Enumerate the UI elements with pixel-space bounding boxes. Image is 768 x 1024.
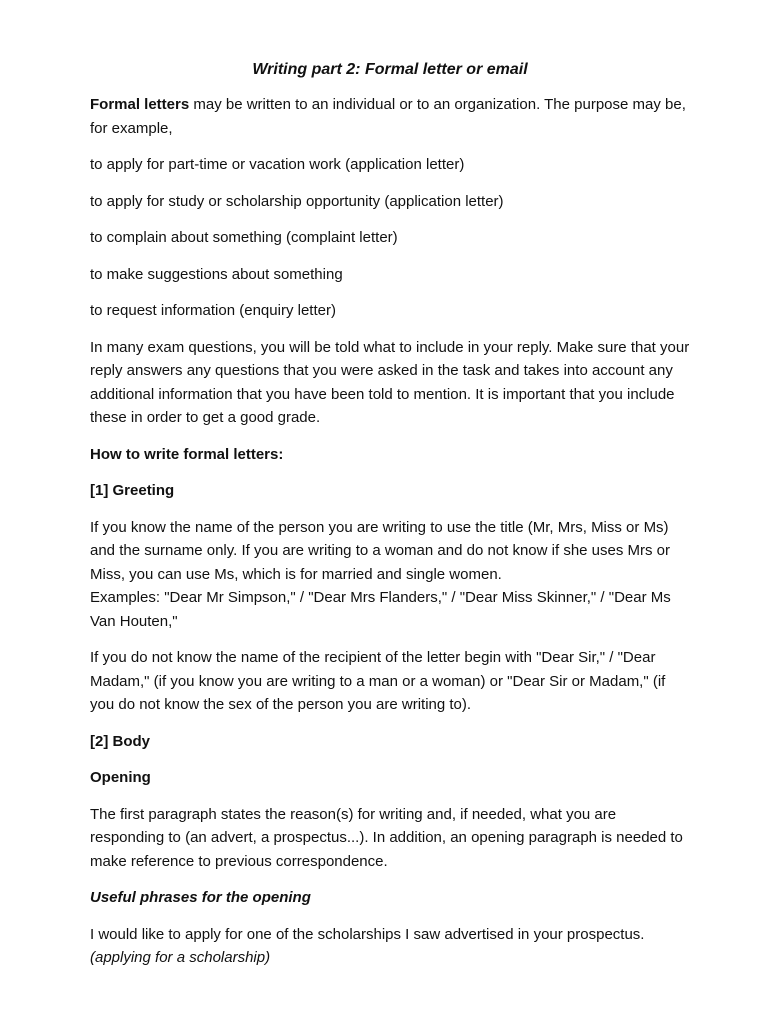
document-page — [90, 58, 690, 983]
greeting-heading: [1] Greeting — [90, 482, 175, 499]
purpose-item: to complain about something (complaint letter) — [90, 229, 398, 246]
opening-paragraph: The first paragraph states the reason(s) for writing and, if needed, what you are responding to (an advert, a prospectus...). In addition, an opening paragraph is needed to make reference to previous correspondence. — [90, 805, 683, 870]
opening-heading: Opening — [90, 769, 151, 786]
how-to-heading: How to write formal letters: — [90, 445, 284, 463]
greeting-unknown-paragraph: If you do not know the name of the recipient of the letter begin with "Dear Sir," / "Dear Madam," (if you know you are writing to a man or a woman) or "Dear Sir or Madam," (if you do not know the sex of the person you are writing to). — [90, 649, 666, 713]
body-heading: [2] Body — [90, 732, 150, 750]
greeting-paragraph: If you know the name of the person you are writing to use the title (Mr, Mrs, Miss or Ms) and the surname only. If you are writing to a woman and do not know if she uses Mrs or Miss, you can use Ms, which is for married and single women. — [90, 518, 671, 583]
purpose-item: to make suggestions about something — [90, 265, 343, 283]
example-phrase-note: (applying for a scholarship) — [90, 949, 271, 966]
purpose-item: to apply for study or scholarship opportunity (application letter) — [90, 192, 504, 210]
page-title: Writing part 2: Formal letter or email — [252, 61, 528, 78]
example-phrase-text: I would like to apply for one of the scholarships I saw advertised in your prospectus. — [90, 925, 645, 943]
purpose-item: to apply for part-time or vacation work (application letter) — [90, 156, 465, 173]
useful-phrases-heading: Useful phrases for the opening — [90, 889, 311, 906]
purpose-item: to request information (enquiry letter) — [90, 302, 336, 319]
intro-text: may be written to an individual or to an organization. The purpose may be, for example, — [90, 96, 686, 137]
intro-paragraph — [90, 93, 690, 140]
exam-paragraph: In many exam questions, you will be told what to include in your reply. Make sure that your reply answers any questions that you were asked in the task and takes into account any additional information that you have been told to mention. It is important that you include these in order to get a good grade. — [90, 338, 690, 426]
example-phrase — [90, 923, 690, 970]
greeting-examples: Examples: "Dear Mr Simpson," / "Dear Mrs Flanders," / "Dear Miss Skinner," / "Dear Ms Van Houten," — [90, 589, 671, 630]
intro-bold-term: Formal letters — [90, 96, 190, 113]
